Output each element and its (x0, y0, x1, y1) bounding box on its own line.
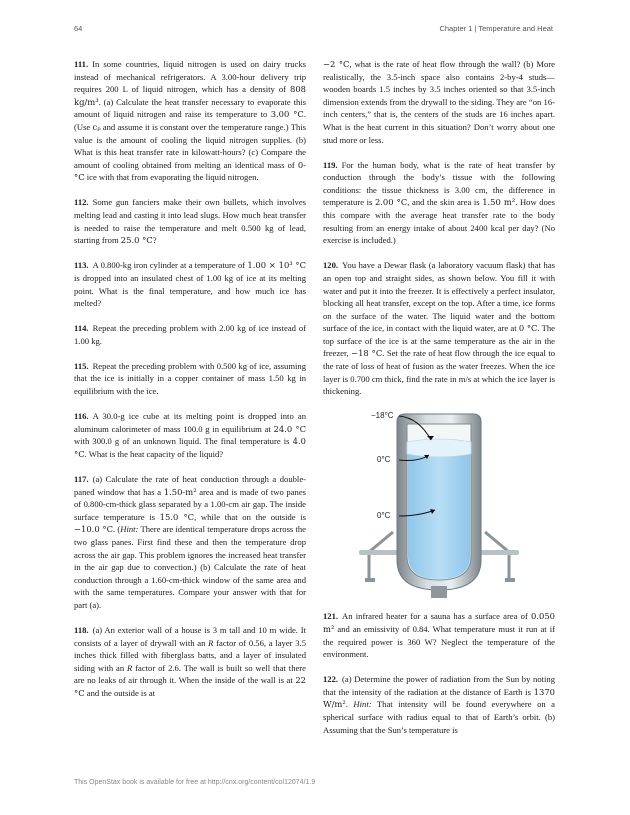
math-expression: cₚ (92, 121, 101, 132)
dewar-flask-figure (323, 410, 555, 600)
problem-text: In some countries, liquid nitrogen is used on dairy trucks instead of mechanical refrigerators. A 3.00-hour delivery trip requires 200 L of liquid nitrogen, which has a density of (74, 59, 306, 95)
problem-number: 118. (74, 625, 89, 636)
math-expression: 1.50 m² (482, 197, 516, 208)
math-expression: 0-°C (74, 159, 306, 183)
problem-item (74, 259, 306, 309)
problem-item (323, 673, 555, 736)
left-column (74, 58, 306, 712)
math-expression: 808 kg/m³ (74, 84, 306, 107)
math-expression: −2 °C (323, 59, 350, 69)
problem-text: , while that on the outside is (194, 511, 306, 522)
problem-item (74, 58, 306, 184)
italic-text: Hint: (353, 699, 372, 710)
problem-text: ice with that from evaporating the liquid nitrogen. (84, 172, 259, 183)
stand-bar-right (479, 550, 519, 555)
label-ice-top-temp: −18°C (371, 411, 394, 421)
footer-note: This OpenStax book is available for free at http://cnx.org/content/col12074/1.9 (74, 779, 316, 786)
problem-text: is dropped into an insulated chest of 1.00 kg of ice at its melting point. What is the final temperature, and how much ice has melted? (74, 272, 306, 309)
problem-text: and the outside is at (84, 688, 156, 699)
problem-text: area and is made of two panes of 0.800-cm-thick glass separated by a 1.00-cm air gap. The inside surface temperature is (74, 486, 307, 522)
math-expression: 0 °C (518, 323, 538, 334)
problem-number: 116. (74, 411, 89, 422)
italic-text: R (127, 662, 133, 673)
math-expression: 15.0 °C (159, 511, 195, 522)
problem-text: (a) Calculate the rate of heat conduction through a double-paned window that has a (74, 474, 306, 497)
problem-text: For the human body, what is the rate of heat transfer by conduction through the body’s tissue with the following conditions: the tissue thickness is 3.00 cm, the difference in temperature is (323, 159, 555, 208)
problem-text: An infrared heater for a sauna has a surface area of (342, 611, 532, 622)
math-expression: −18 °C (351, 348, 383, 359)
problem-text: factor of 2.6. The wall is built so well that there are no leaks of air through it. When the inside of the wall is at (74, 662, 306, 686)
problem-text: . How does this compare with the average heat transfer rate to the body resulting from an energy intake of about 2400 kcal per day? (No exercise is included.) (323, 197, 556, 246)
math-expression: −10.0 °C (74, 524, 113, 535)
stand-foot-left (365, 578, 375, 582)
problem-text: (a) An exterior wall of a house is 3 m tall and 10 m wide. It consists of a layer of drywall with an (74, 625, 306, 648)
right-column-top (323, 58, 555, 398)
flask-nozzle (431, 586, 447, 598)
dewar-flask-drawing (323, 410, 555, 600)
problem-item (323, 610, 555, 660)
problem-text: ? (152, 235, 157, 246)
math-expression: 1370 W/m² (323, 686, 555, 710)
problem-text: . Set the rate of heat flow through the ice equal to the rate of loss of heat of fusion as the water freezes. When the ice layer is 0.700 cm thick, find the rate in m/s at which the ice layer is thickening. (323, 348, 556, 397)
ice-layer (407, 439, 471, 457)
problem-text: . (345, 699, 354, 710)
label-ice-bottom-temp: 0°C (377, 455, 391, 465)
page-number: 64 (74, 24, 83, 33)
problem-number: 112. (74, 197, 89, 208)
stand-foot-right (505, 578, 515, 582)
problem-item (74, 473, 306, 612)
problem-text: with 300.0 g of an unknown liquid. The final temperature is (74, 436, 293, 447)
problem-text: That intensity will be found everywhere on a spherical surface with radius equal to that of Earth’s orbit. (b) Assuming that the Sun’s temperature is (323, 699, 555, 735)
problem-item (323, 159, 555, 247)
math-expression: 4.0 °C (74, 436, 306, 459)
problem-text: You have a Dewar flask (a laboratory vacuum flask) that has an open top and straight sides, as shown below. You fill it with water and put it into the freezer. It is effectively a perfect insulator, blocking all heat transfer, except on the top. After a time, ice forms on the surface of the water. The liquid water and the bottom surface of the ice, in contact with the liquid water, are at (323, 260, 555, 334)
problem-text: A 0.800-kg iron cylinder at a temperature of (92, 260, 248, 271)
math-expression: 2.00 °C (374, 197, 408, 208)
problem-item (74, 410, 306, 460)
problem-number: 114. (74, 323, 89, 334)
problem-item (74, 624, 306, 700)
label-water-temp: 0°C (377, 511, 391, 521)
stand-left (369, 532, 393, 580)
problem-text: and assume it is constant over the temperature range.) This value is the amount of cooling the liquid nitrogen supplies. (b) What is this heat transfer rate in kilowatt-hours? (c) Compare the amount of cooling obtained from melting an identical mass of (74, 121, 306, 170)
math-expression: 1.00 × 10³ °C (247, 260, 307, 271)
problem-text: . ( (113, 524, 121, 535)
italic-text: R (208, 637, 214, 648)
problem-item (323, 259, 555, 398)
problem-text: . The top surface of the ice is at the same temperature as the air in the freezer, (323, 323, 555, 359)
problem-item (74, 196, 306, 246)
problem-text: Repeat the preceding problem with 0.500 kg of ice, assuming that the ice is initially in a copper container of mass 1.50 kg in equilibrium with the ice. (74, 360, 306, 397)
problem-text: There are identical temperature drops across the two glass panes. First find these and then the temperature drop across the air gap. This problem ignores the increased heat transfer in the air gap due to convection.) (b) Calculate the rate of heat conduction through a 1.60-cm-thick window of the same area and with the same temperatures. Compare your answer with that for part (a). (74, 524, 306, 610)
problem-number: 121. (323, 611, 339, 622)
problem-text: . What is the heat capacity of the liquid? (84, 448, 224, 459)
problem-text: , and the skin area is (407, 197, 483, 208)
math-expression: 1.50-m² (163, 486, 197, 497)
problem-number: 120. (323, 260, 339, 271)
math-expression: 22 °C (74, 675, 306, 699)
problem-text: Repeat the preceding problem with 2.00 kg of ice instead of 1.00 kg. (74, 323, 306, 346)
math-expression: 0.050 m² (323, 611, 555, 634)
right-column-bottom (323, 610, 555, 736)
problem-text: and an emissivity of 0.84. What temperature must it run at if the required power is 360 W? Neglect the temperature of the environment. (323, 623, 555, 660)
problem-item (74, 322, 306, 347)
italic-text: Hint: (120, 524, 139, 535)
math-expression: 24.0 °C (273, 423, 307, 434)
math-expression: 25.0 °C (120, 235, 153, 246)
problem-text: . (a) Calculate the heat transfer necessary to evaporate this amount of liquid nitrogen and raise its temperature to (74, 96, 306, 120)
problem-number: 122. (323, 674, 339, 685)
chapter-title: Chapter 1 | Temperature and Heat (439, 24, 553, 33)
problem-text: factor of 0.56, a layer 3.5 inches thick filled with fiberglass batts, and a layer of insulated siding with an (74, 637, 306, 673)
problem-number: 117. (74, 474, 89, 485)
problem-text: . (Use (74, 109, 306, 132)
problem-item (323, 58, 555, 146)
math-expression: 3.00 °C (270, 109, 304, 120)
problem-text: Some gun fanciers make their own bullets, which involves melting lead and casting it into lead slugs. How much heat transfer is needed to raise the temperature and melt 0.500 kg of lead, starting from (74, 197, 306, 246)
problem-number: 111. (74, 59, 89, 69)
stand-bar-left (359, 550, 399, 555)
problem-item (74, 360, 306, 398)
problem-number: 119. (323, 159, 338, 170)
problem-number: 113. (74, 260, 89, 271)
problem-text: A 30.0-g ice cube at its melting point is dropped into an aluminum calorimeter of mass 100.0 g in equilibrium at (74, 411, 306, 434)
problem-text: , what is the rate of heat flow through the wall? (b) More realistically, the 3.5-inch space also contains 2-by-4 studs—wooden boards 1.5 inches by 3.5 inches oriented so that 3.5-inch dimension extends from the drywall to the siding. They are “on 16-inch centers,” that is, the centers of the studs are 16 inches apart. What is the heat current in this situation? Don’t worry about one stud more or less. (323, 59, 555, 145)
right-column (323, 58, 555, 749)
stand-right (485, 532, 509, 580)
problem-number: 115. (74, 360, 89, 371)
problem-text: (a) Determine the power of radiation from the Sun by noting that the intensity of the radiation at the distance of Earth is (323, 674, 555, 697)
